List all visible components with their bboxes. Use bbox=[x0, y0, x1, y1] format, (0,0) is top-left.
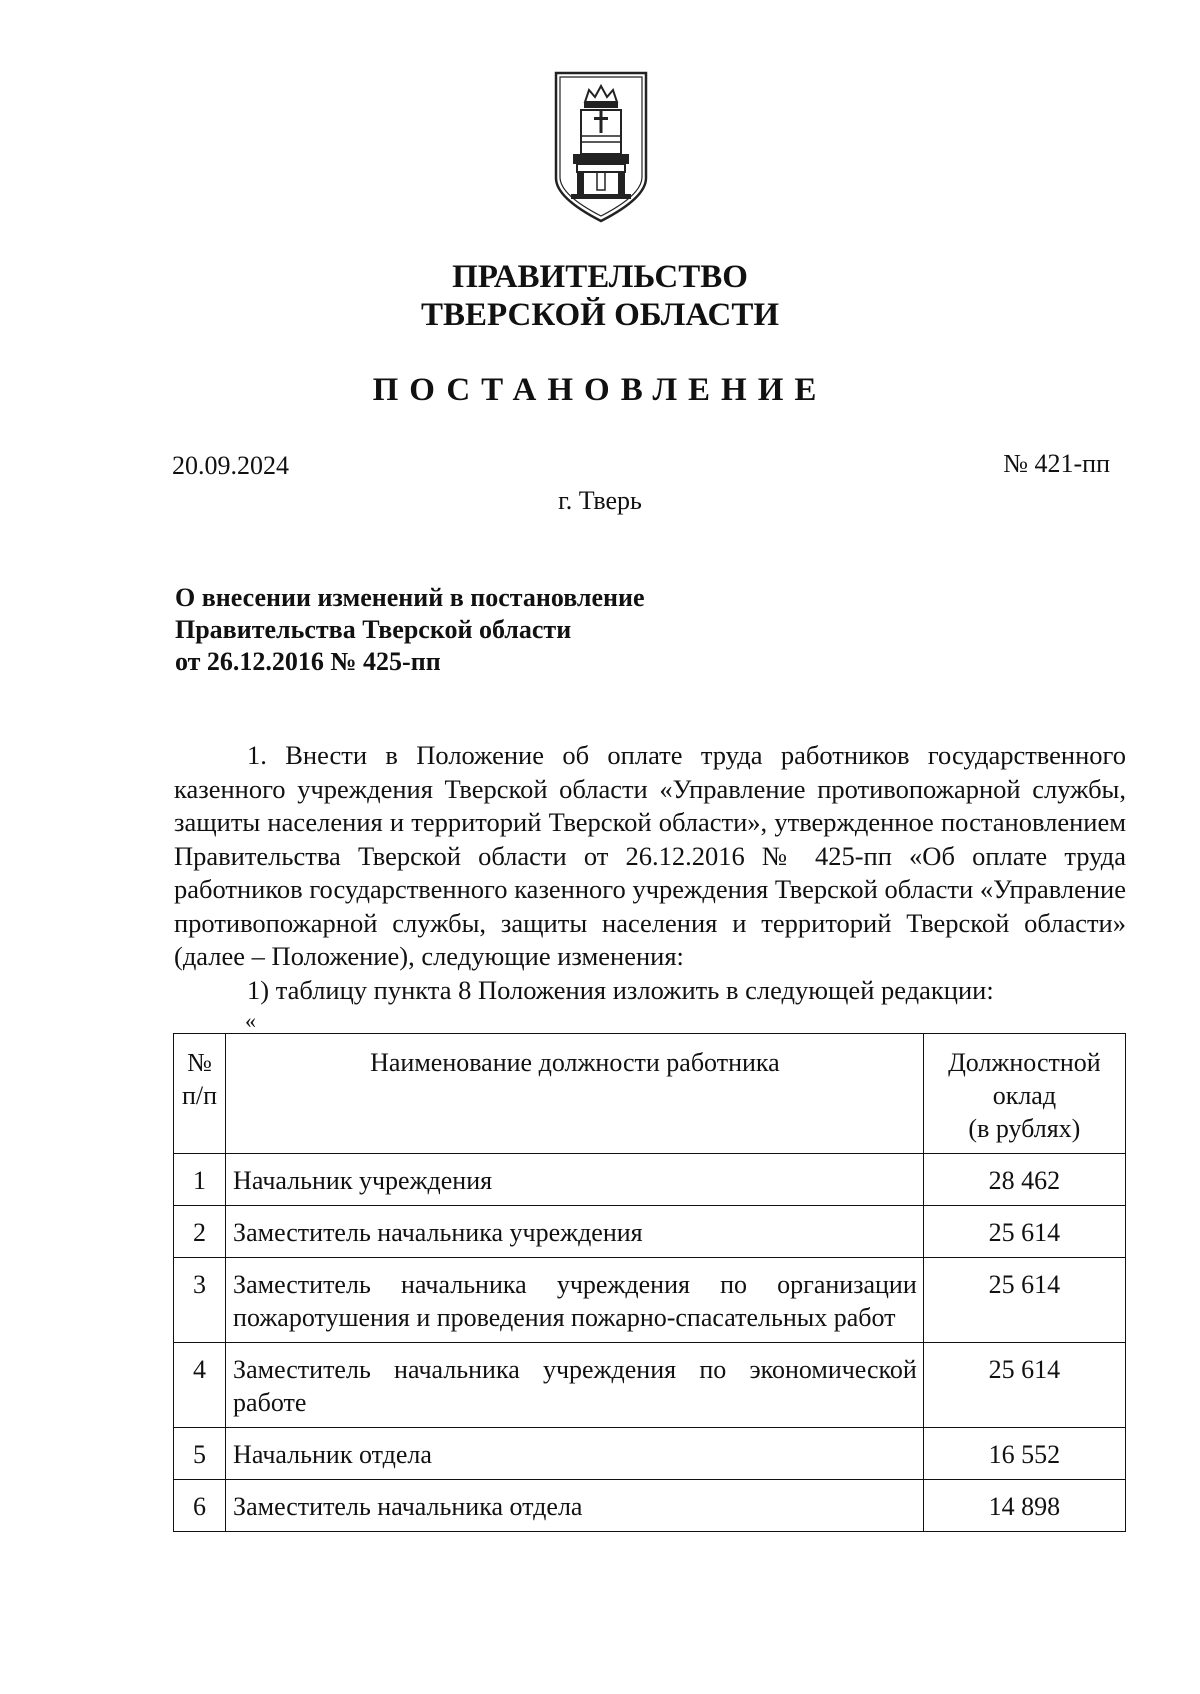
org-name-line1: ПРАВИТЕЛЬСТВО bbox=[452, 259, 748, 295]
cell-position: Заместитель начальника учреждения по экономической работе bbox=[226, 1343, 924, 1428]
cell-position: Заместитель начальника отдела bbox=[226, 1480, 924, 1532]
cell-position: Начальник учреждения bbox=[226, 1154, 924, 1206]
table-row bbox=[174, 1343, 1126, 1428]
table-row bbox=[174, 1480, 1126, 1532]
table-header-row bbox=[174, 1034, 1126, 1154]
header-salary-line: Должностной bbox=[948, 1048, 1101, 1077]
body-paragraph-1: 1. Внести в Положение об оплате труда работников государственного казенного учреждения Тверской области «Управление противопожарной службы, защиты населения и территорий Тверской области», утвержденное постановлением Правительства Тверской области от 26.12.2016 № 425-пп «Об оплате труда работников государственного казенного учреждения Тверской области «Управление противопожарной службы, защиты населения и территорий Тверской области» (далее – Положение), следующие изменения: bbox=[174, 740, 1126, 971]
document-type: ПОСТАНОВЛЕНИЕ bbox=[372, 372, 828, 408]
table-row bbox=[174, 1154, 1126, 1206]
cell-number: 1 bbox=[174, 1154, 226, 1206]
table-row bbox=[174, 1258, 1126, 1343]
document-number: № 421-пп bbox=[1003, 449, 1110, 478]
header-number bbox=[174, 1034, 226, 1154]
cell-number: 5 bbox=[174, 1428, 226, 1480]
cell-position: Начальник отдела bbox=[226, 1428, 924, 1480]
header-salary-line: оклад bbox=[992, 1081, 1057, 1110]
table-row bbox=[174, 1206, 1126, 1258]
header-number-line: п/п bbox=[181, 1081, 218, 1110]
subject-line: от 26.12.2016 № 425-пп bbox=[175, 647, 441, 676]
table-row bbox=[174, 1428, 1126, 1480]
header-position: Наименование должности работника bbox=[226, 1034, 924, 1154]
cell-salary: 25 614 bbox=[923, 1343, 1125, 1428]
coat-of-arms-icon bbox=[553, 70, 649, 224]
cell-salary: 16 552 bbox=[923, 1428, 1125, 1480]
cell-number: 6 bbox=[174, 1480, 226, 1532]
cell-salary: 28 462 bbox=[923, 1154, 1125, 1206]
header-salary bbox=[923, 1034, 1125, 1154]
subject-line: О внесении изменений в постановление bbox=[175, 583, 645, 612]
body-paragraph-2: 1) таблицу пункта 8 Положения изложить в следующей редакции: bbox=[247, 975, 994, 1005]
cell-position: Заместитель начальника учреждения bbox=[226, 1206, 924, 1258]
cell-position: Заместитель начальника учреждения по организации пожаротушения и проведения пожарно-спасательных работ bbox=[226, 1258, 924, 1343]
document-date: 20.09.2024 bbox=[172, 451, 289, 480]
cell-salary: 25 614 bbox=[923, 1258, 1125, 1343]
document-city: г. Тверь bbox=[558, 486, 642, 515]
cell-number: 3 bbox=[174, 1258, 226, 1343]
opening-quote: « bbox=[245, 1008, 256, 1033]
cell-number: 2 bbox=[174, 1206, 226, 1258]
org-name-line2: ТВЕРСКОЙ ОБЛАСТИ bbox=[420, 297, 780, 333]
header-number-line: № bbox=[187, 1048, 212, 1077]
header-salary-line: (в рублях) bbox=[968, 1114, 1081, 1143]
cell-number: 4 bbox=[174, 1343, 226, 1428]
cell-salary: 25 614 bbox=[923, 1206, 1125, 1258]
salary-table bbox=[173, 1033, 1126, 1532]
document-subject bbox=[175, 582, 645, 678]
cell-salary: 14 898 bbox=[923, 1480, 1125, 1532]
subject-line: Правительства Тверской области bbox=[175, 615, 572, 644]
